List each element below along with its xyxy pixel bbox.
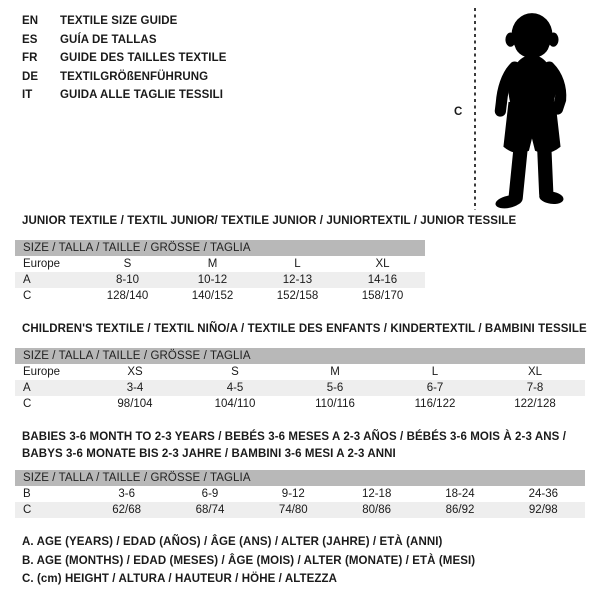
footnote-line: C. (cm) HEIGHT / ALTURA / HAUTEUR / HÖHE / ALTEZZA <box>22 573 338 585</box>
table-cell: M <box>330 366 340 378</box>
table-cell: 80/86 <box>362 504 392 516</box>
table-cell: 110/116 <box>315 398 355 410</box>
footnote-line: A. AGE (YEARS) / EDAD (AÑOS) / ÂGE (ANS) / ALTER (JAHRE) / ETÀ (ANNI) <box>22 536 443 548</box>
table-cell: 6-7 <box>426 382 444 394</box>
table-cell: 3-4 <box>126 382 144 394</box>
table-cell: 5-6 <box>326 382 344 394</box>
table-cell: 3-6 <box>118 488 135 500</box>
table-cell: 98/104 <box>117 398 153 410</box>
table-cell: 116/122 <box>414 398 456 410</box>
table-row <box>15 272 425 288</box>
table-row <box>15 288 425 304</box>
table-cell: 62/68 <box>112 504 142 516</box>
table-cell: 9-12 <box>281 488 305 500</box>
row-label: Europe <box>23 366 61 378</box>
table-cell: 68/74 <box>195 504 225 516</box>
language-code: IT <box>22 89 33 102</box>
table-cell: 86/92 <box>445 504 475 516</box>
table-cell: XS <box>127 366 143 378</box>
table-row <box>15 380 585 396</box>
table-cell: 74/80 <box>278 504 308 516</box>
language-code: EN <box>22 15 39 28</box>
table-cell: 140/152 <box>191 290 234 302</box>
table-cell: M <box>207 258 218 270</box>
table-cell: 10-12 <box>197 274 228 286</box>
language-title: TEXTILE SIZE GUIDE <box>60 15 178 28</box>
table-section <box>15 429 585 518</box>
language-code: ES <box>22 33 38 46</box>
table-cell: 4-5 <box>226 382 244 394</box>
table-section <box>15 322 585 412</box>
table-title-line: BABYS 3-6 MONATE BIS 2-3 JAHRE / BAMBINI 3-6 MESI A 2-3 ANNI <box>22 448 396 460</box>
table-cell: L <box>431 366 439 378</box>
footnote-line: B. AGE (MONTHS) / EDAD (MESES) / ÂGE (MOIS) / ALTER (MONATE) / ETÀ (MESI) <box>22 554 476 567</box>
table-row <box>15 256 425 272</box>
table-cell: 24-36 <box>528 488 559 500</box>
table-cell: 104/110 <box>214 398 256 410</box>
table-title <box>22 322 585 336</box>
table-section <box>15 214 517 304</box>
table-cell: 122/128 <box>514 398 556 410</box>
size-header-bar: SIZE / TALLA / TAILLE / GRÖSSE / TAGLIA <box>15 240 425 256</box>
table-cell: 12-18 <box>361 488 392 500</box>
footnotes <box>22 533 475 589</box>
size-header-bar: SIZE / TALLA / TAILLE / GRÖSSE / TAGLIA <box>15 348 585 364</box>
table-row <box>15 502 585 518</box>
table-title <box>22 214 517 228</box>
table-cell: 14-16 <box>367 274 398 286</box>
language-code: DE <box>22 70 39 83</box>
row-label: B <box>23 488 31 500</box>
height-figure <box>450 4 598 214</box>
language-code: FR <box>22 52 38 65</box>
language-title: GUÍA DE TALLAS <box>60 33 157 46</box>
language-list <box>22 12 227 105</box>
table-row <box>15 486 585 502</box>
table-cell: 18-24 <box>445 488 475 500</box>
table-row <box>15 364 585 380</box>
table-cell: 158/170 <box>361 290 404 302</box>
table-cell: L <box>294 258 301 270</box>
table-cell: 92/98 <box>528 504 558 516</box>
table-title-line: BABIES 3-6 MONTH TO 2-3 YEARS / BEBÉS 3-6 MESES A 2-3 AÑOS / BÉBÉS 3-6 MOIS À 2-3 ANS / <box>22 431 566 443</box>
language-row <box>22 12 227 31</box>
table-cell: 152/158 <box>276 290 319 302</box>
table-cell: XL <box>527 366 543 378</box>
language-row <box>22 68 227 87</box>
language-row <box>22 86 227 105</box>
table-cell: 7-8 <box>526 382 544 394</box>
table-cell: 128/140 <box>106 290 149 302</box>
height-dashed-line <box>474 8 476 210</box>
table-cell: XL <box>375 258 390 270</box>
row-label: A <box>23 382 31 394</box>
row-label: A <box>23 274 31 286</box>
language-title: GUIDE DES TAILLES TEXTILE <box>60 52 227 65</box>
table-title-line: CHILDREN'S TEXTILE / TEXTIL NIÑO/A / TEXTILE DES ENFANTS / KINDERTEXTIL / BAMBINI TESSILE <box>22 323 587 335</box>
language-row <box>22 49 227 68</box>
row-label: C <box>23 504 32 516</box>
table-title-line: JUNIOR TEXTILE / TEXTIL JUNIOR/ TEXTILE JUNIOR / JUNIORTEXTIL / JUNIOR TESSILE <box>22 215 517 227</box>
language-title: GUIDA ALLE TAGLIE TESSILI <box>60 89 224 102</box>
height-measure-label: C <box>454 106 463 118</box>
table-cell: S <box>231 366 239 378</box>
size-header-bar: SIZE / TALLA / TAILLE / GRÖSSE / TAGLIA <box>15 470 585 486</box>
row-label: C <box>23 398 32 410</box>
table-cell: 6-9 <box>201 488 219 500</box>
table-cell: 8-10 <box>115 274 140 286</box>
baby-silhouette-icon <box>481 8 585 212</box>
language-title: TEXTILGRÖßENFÜHRUNG <box>60 70 209 83</box>
table-title <box>22 429 585 463</box>
table-cell: 12-13 <box>282 274 313 286</box>
row-label: Europe <box>23 258 61 270</box>
row-label: C <box>23 290 32 302</box>
table-row <box>15 396 585 412</box>
language-row <box>22 31 227 50</box>
table-cell: S <box>123 258 132 270</box>
